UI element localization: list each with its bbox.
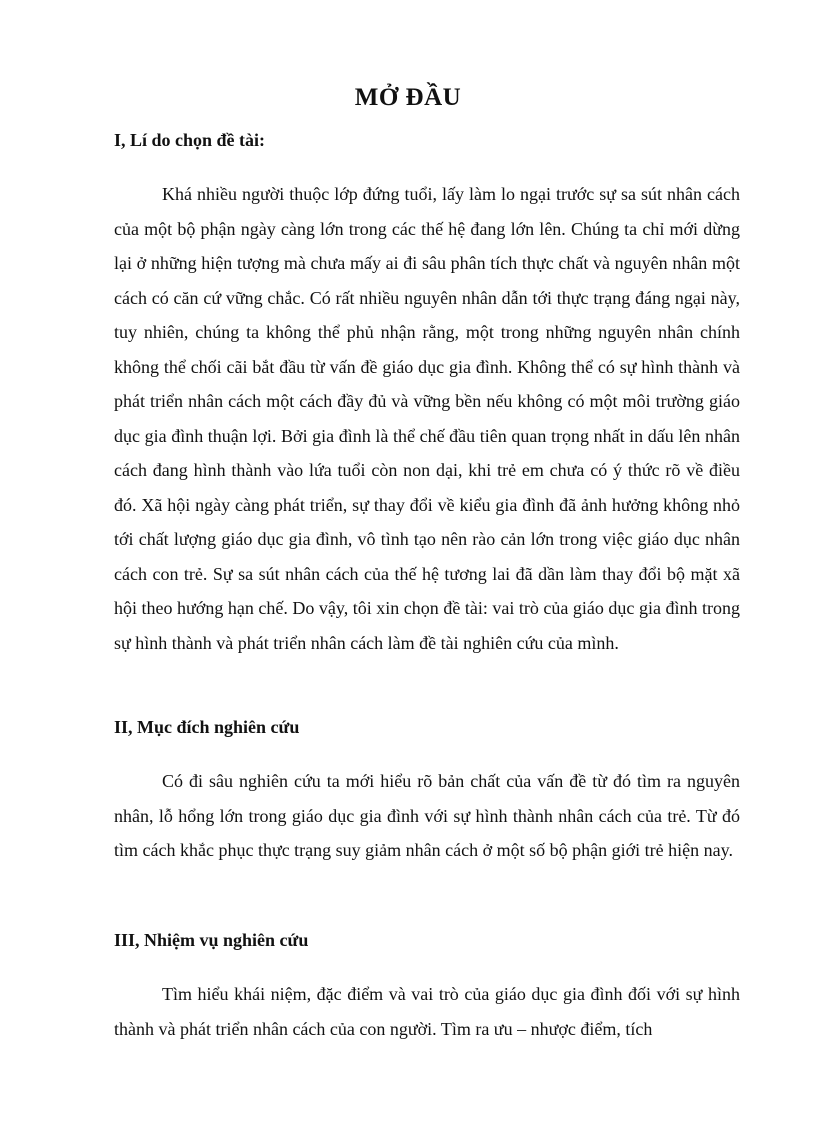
section-heading-tasks: III, Nhiệm vụ nghiên cứu <box>114 930 309 950</box>
section-paragraph-reason: Khá nhiều người thuộc lớp đứng tuổi, lấy làm lo ngại trước sự sa sút nhân cách của một bộ phận ngày càng lớn trong các thế hệ đang lớn lên. Chúng ta chỉ mới dừng lại ở những hiện tượng mà chưa mấy ai đi sâu phân tích thực chất và nguyên nhân một cách có căn cứ vững chắc. Có rất nhiều nguyên nhân dẫn tới thực trạng đáng ngại này, tuy nhiên, chúng ta không thể phủ nhận rằng, một trong những nguyên nhân chính không thể chối cãi bắt đầu từ vấn đề giáo dục gia đình. Không thể có sự hình thành và phát triển nhân cách một cách đầy đủ và vững bền nếu không có một môi trường giáo dục gia đình thuận lợi. Bởi gia đình là thể chế đầu tiên quan trọng nhất in dấu lên nhân cách đang hình thành vào lứa tuổi còn non dại, khi trẻ em chưa có ý thức rõ về điều đó. Xã hội ngày càng phát triển, sự thay đổi về kiểu gia đình đã ảnh hưởng không nhỏ tới chất lượng giáo dục gia đình, vô tình tạo nên rào cản lớn trong việc giáo dục nhân cách con trẻ. Sự sa sút nhân cách của thế hệ tương lai đã dần làm thay đổi bộ mặt xã hội theo hướng hạn chế. Do vậy, tôi xin chọn đề tài: vai trò của giáo dục gia đình trong sự hình thành và phát triển nhân cách làm đề tài nghiên cứu của mình. <box>114 184 740 653</box>
document-title: MỞ ĐẦU <box>354 84 462 111</box>
section-paragraph-purpose: Có đi sâu nghiên cứu ta mới hiểu rõ bản chất của vấn đề từ đó tìm ra nguyên nhân, lỗ hổng lớn trong giáo dục gia đình với sự hình thành nhân cách của trẻ. Từ đó tìm cách khắc phục thực trạng suy giảm nhân cách ở một số bộ phận giới trẻ hiện nay. <box>114 771 740 860</box>
section-heading-purpose: II, Mục đích nghiên cứu <box>114 717 300 737</box>
section-paragraph-tasks: Tìm hiểu khái niệm, đặc điểm và vai trò của giáo dục gia đình đối với sự hình thành và phát triển nhân cách của con người. Tìm ra ưu – nhược điểm, tích <box>114 984 740 1039</box>
section-heading-reason: I, Lí do chọn đề tài: <box>114 130 266 150</box>
